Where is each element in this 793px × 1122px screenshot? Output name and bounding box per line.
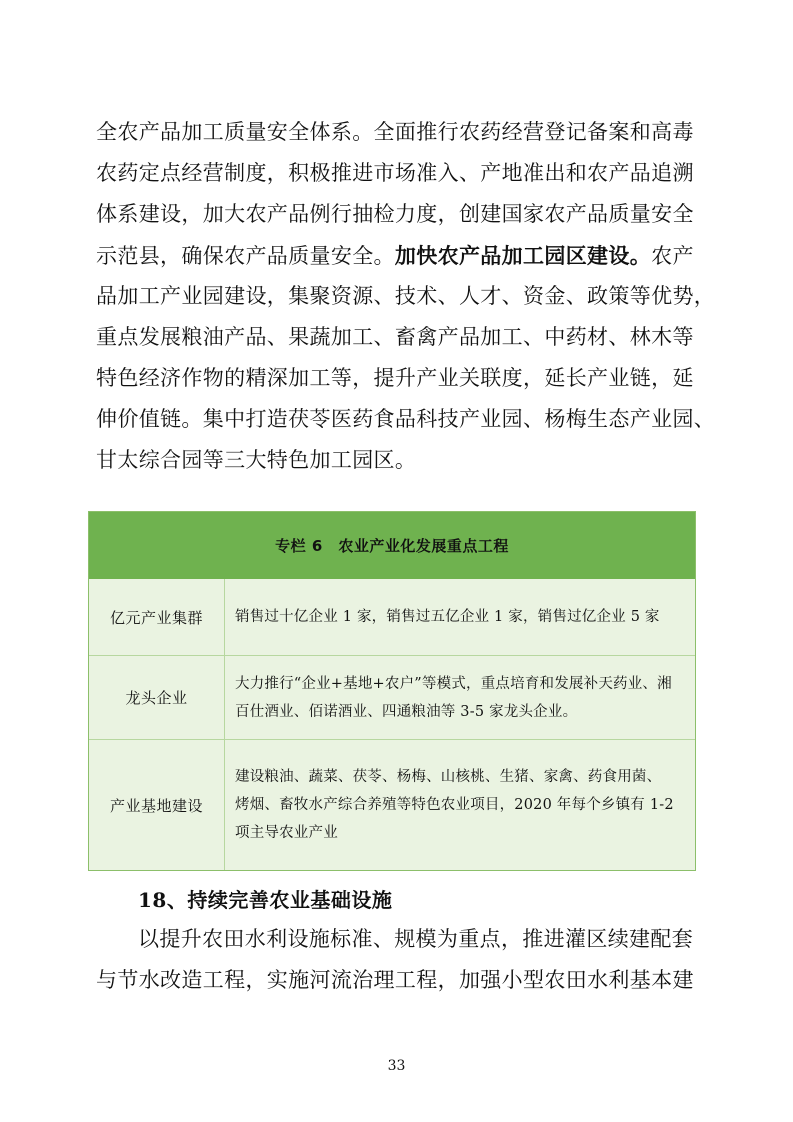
- table-title: 专栏 6 农业产业化发展重点工程: [89, 512, 695, 579]
- text-line: 特色经济作物的精深加工等，提升产业关联度，延长产业链，延: [96, 366, 694, 390]
- row-label: 亿元产业集群: [89, 579, 225, 655]
- table-row: [89, 579, 695, 655]
- text-line: 品加工产业园建设，集聚资源、技术、人才、资金、政策等优势，: [96, 284, 716, 308]
- text-line: 甘太综合园等三大特色加工园区。: [96, 448, 417, 472]
- table-row: [89, 739, 695, 870]
- project-table: [88, 511, 696, 871]
- table-body: [89, 579, 695, 870]
- row-label: 产业基地建设: [89, 740, 225, 870]
- text-line: 与节水改造工程，实施河流治理工程，加强小型农田水利基本建: [96, 968, 694, 992]
- row-content: 大力推行“企业+基地+农户”等模式，重点培育和发展补天药业、湘 百仕酒业、佰诺酒业、四通粮油等 3-5 家龙头企业。: [235, 675, 672, 720]
- bold-subheading: 加快农产品加工园区建设。: [394, 243, 652, 268]
- text-line: 以提升农田水利设施标准、规模为重点，推进灌区续建配套: [138, 927, 694, 951]
- text-line: 重点发展粮油产品、果蔬加工、畜禽产品加工、中药材、林木等: [96, 325, 694, 349]
- text-line: 示范县，确保农产品质量安全。加快农产品加工园区建设。农产: [96, 243, 694, 268]
- text-line: 体系建设，加大农产品例行抽检力度，创建国家农产品质量安全: [96, 202, 694, 226]
- section-heading: 18、持续完善农业基础设施: [138, 888, 393, 912]
- row-label: 龙头企业: [89, 656, 225, 739]
- row-content: 销售过十亿企业 1 家，销售过五亿企业 1 家，销售过亿企业 5 家: [235, 609, 660, 625]
- section-paragraph: [96, 919, 698, 1001]
- text-line: 全农产品加工质量安全体系。全面推行农药经营登记备案和高毒: [96, 120, 694, 144]
- table-row: [89, 655, 695, 739]
- text-line: 农药定点经营制度，积极推进市场准入、产地准出和农产品追溯: [96, 161, 694, 185]
- row-content: 建设粮油、蔬菜、茯苓、杨梅、山核桃、生猪、家禽、药食用菌、 烤烟、畜牧水产综合养殖等特色农业项目，2020 年每个乡镇有 1-2 项主导农业产业: [235, 769, 674, 841]
- page-number: 33: [387, 1058, 406, 1074]
- text-line: 伸价值链。集中打造茯苓医药食品科技产业园、杨梅生态产业园、: [96, 407, 716, 431]
- body-paragraph: [96, 112, 716, 481]
